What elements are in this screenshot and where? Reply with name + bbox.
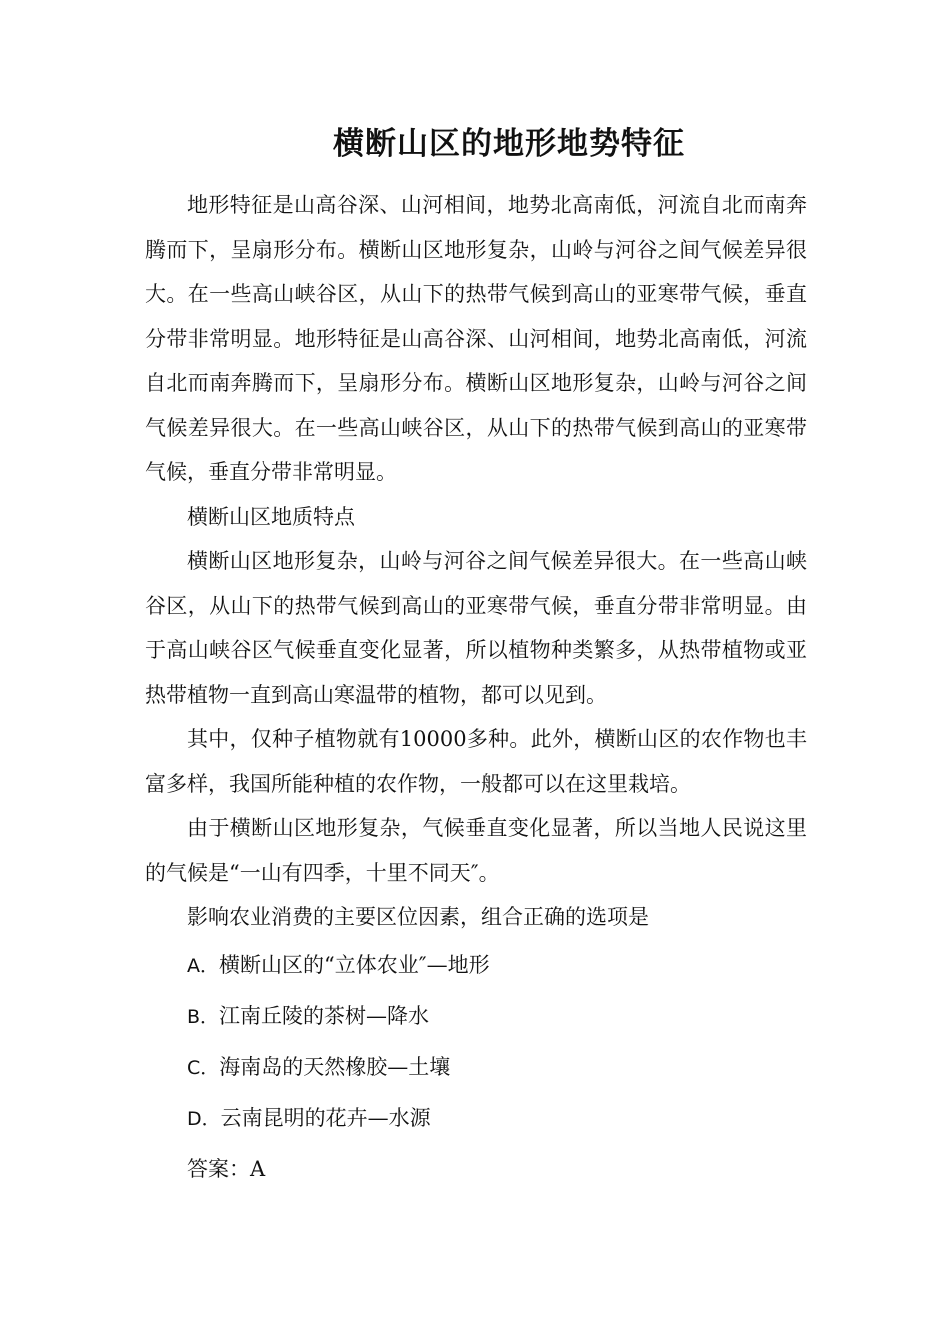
option-letter: A．: [187, 954, 219, 977]
answer-line: 答案：A: [187, 1156, 266, 1181]
option-letter: D．: [187, 1107, 221, 1130]
option-c: [145, 1042, 807, 1093]
option-d: [145, 1093, 807, 1144]
option-text: 海南岛的天然橡胶—土壤: [219, 1054, 451, 1079]
option-letter: B．: [187, 1005, 220, 1028]
option-text: 横断山区的“立体农业″—地形: [219, 952, 490, 977]
paragraph-terrain-features: 地形特征是山高谷深、山河相间，地势北高南低，河流自北而南奔腾而下，呈扇形分布。横断山区地形复杂，山岭与河谷之间气候差异很大。在一些高山峡谷区，从山下的热带气候到高山的亚寒带气候，垂直分带非常明显。地形特征是山高谷深、山河相间，地势北高南低，河流自北而南奔腾而下，呈扇形分布。横断山区地形复杂，山岭与河谷之间气候差异很大。在一些高山峡谷区，从山下的热带气候到高山的亚寒带气候，垂直分带非常明显。: [145, 193, 807, 484]
document-body: [145, 183, 807, 1194]
paragraph-climate-vegetation: 横断山区地形复杂，山岭与河谷之间气候差异很大。在一些高山峡谷区，从山下的热带气候到高山的亚寒带气候，垂直分带非常明显。由于高山峡谷区气候垂直变化显著，所以植物种类繁多，从热带植物或亚热带植物一直到高山寒温带的植物，都可以见到。: [145, 549, 807, 707]
paragraph-saying: 由于横断山区地形复杂，气候垂直变化显著，所以当地人民说这里的气候是“一山有四季，十里不同天″。: [145, 816, 807, 885]
paragraph-crops: 其中，仅种子植物就有10000多种。此外，横断山区的农作物也丰富多样，我国所能种植的农作物，一般都可以在这里栽培。: [145, 727, 807, 796]
option-b: [145, 991, 807, 1042]
option-letter: C．: [187, 1056, 220, 1079]
option-text: 江南丘陵的茶树—降水: [219, 1003, 430, 1028]
option-text: 云南昆明的花卉—水源: [220, 1105, 431, 1130]
option-a: [145, 940, 807, 991]
document-title: 横断山区的地形地势特征: [333, 126, 685, 162]
paragraph-geology-heading: 横断山区地质特点: [187, 504, 355, 529]
question-stem: 影响农业消费的主要区位因素，组合正确的选项是: [187, 905, 649, 929]
